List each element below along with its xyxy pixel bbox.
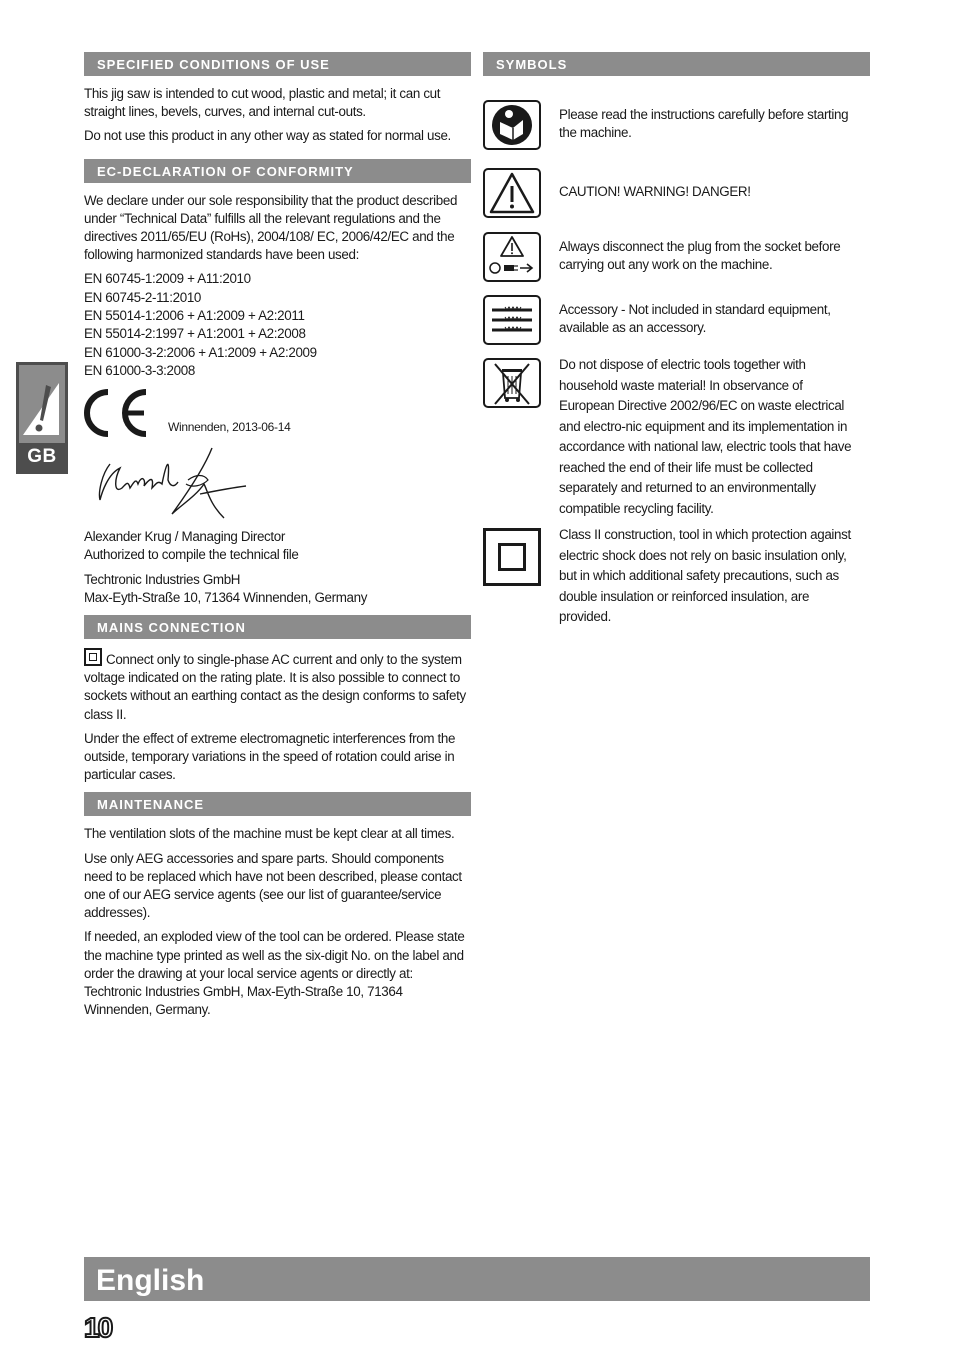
- symbol-description: Always disconnect the plug from the socket before carrying out any work on the machine.: [559, 239, 841, 273]
- section-heading-symbols: SYMBOLS: [483, 52, 870, 76]
- maintenance-text: Use only AEG accessories and spare parts. Should components need to be replaced which have not been described, please contact one of our AEG service agents (see our list of guarantee/service addresses).: [84, 850, 462, 921]
- weee-bin-icon: [483, 358, 541, 408]
- language-footer-bar: English: [84, 1257, 870, 1301]
- disconnect-plug-icon: [483, 232, 541, 282]
- symbol-description: Do not dispose of electric tools together with household waste material! In observance of European Directive 2002/96/EC on waste electrical and electro-nic equipment and its implementation in accordance with national law, electric tools that have reached the end of their life must be collected separately and returned to an environmentally compatible recycling facility.: [559, 357, 852, 516]
- read-manual-icon: [483, 100, 541, 150]
- specified-use-text: Do not use this product in any other way as stated for normal use.: [84, 128, 451, 144]
- maintenance-text: The ventilation slots of the machine must be kept clear at all times.: [84, 826, 455, 842]
- right-column: [483, 52, 870, 624]
- section-heading-specified-use: SPECIFIED CONDITIONS OF USE: [84, 52, 471, 76]
- standard-item: EN 61000-3-2:2006 + A1:2009 + A2:2009: [84, 344, 317, 360]
- symbol-description: Accessory - Not included in standard equipment, available as an accessory.: [559, 302, 831, 336]
- warning-triangle-icon: [483, 168, 541, 218]
- signature-image: [92, 444, 252, 528]
- symbol-description: Please read the instructions carefully before starting the machine.: [559, 107, 849, 141]
- standards-list: [84, 270, 471, 380]
- language-tab: [16, 362, 68, 474]
- standard-item: EN 60745-2-11:2010: [84, 289, 202, 305]
- symbol-description: Class II construction, tool in which protection against electric shock does not rely on basic insulation only, but in which additional safety precautions, such as double insulation or reinforced insulation, are provided.: [559, 527, 851, 624]
- page-number: 10: [84, 1312, 112, 1343]
- left-column: [84, 52, 471, 1019]
- company-address: Max-Eyth-Straße 10, 71364 Winnenden, Germany: [84, 589, 368, 605]
- company-name: Techtronic Industries GmbH: [84, 571, 241, 587]
- signatory-role: Authorized to compile the technical file: [84, 547, 299, 563]
- place-date: Winnenden, 2013-06-14: [168, 420, 291, 435]
- accessory-blades-icon: [483, 295, 541, 345]
- declaration-text: We declare under our sole responsibility that the product described under “Technical Data” fulfills all the relevant regulations and the directives 2011/65/EU (RoHs), 2004/108/ EC, 2006/42/EC and the following harmonized standards have been used:: [84, 192, 458, 263]
- class-ii-icon: [84, 648, 102, 666]
- standard-item: EN 55014-1:2006 + A1:2009 + A2:2011: [84, 308, 305, 324]
- language-code: GB: [27, 446, 57, 467]
- mains-text: Under the effect of extreme electromagnetic interferences from the outside, temporary variations in the speed of rotation could arise in particular cases.: [84, 730, 456, 783]
- mains-text: Connect only to single-phase AC current and only to the system voltage indicated on the rating plate. It is also possible to connect to sockets without an earthing contact as the design conforms to safety class II.: [84, 648, 471, 724]
- specified-use-text: This jig saw is intended to cut wood, plastic and metal; it can cut straight lines, bevels, curves, and internal cut-outs.: [84, 86, 441, 120]
- section-heading-mains: MAINS CONNECTION: [84, 615, 471, 639]
- standard-item: EN 61000-3-3:2008: [84, 362, 195, 378]
- standard-item: EN 60745-1:2009 + A11:2010: [84, 271, 251, 287]
- section-heading-ec-declaration: EC-DECLARATION OF CONFORMITY: [84, 159, 471, 183]
- signatory-name: Alexander Krug / Managing Director: [84, 529, 285, 545]
- section-heading-maintenance: MAINTENANCE: [84, 792, 471, 816]
- class-ii-icon: [483, 528, 541, 586]
- standard-item: EN 55014-2:1997 + A1:2001 + A2:2008: [84, 326, 306, 342]
- warning-exclamation-icon: [19, 365, 65, 443]
- maintenance-text: If needed, an exploded view of the tool can be ordered. Please state the machine type printed as well as the six-digit No. on the label and order the drawing at your local service agents or directly at: Techtronic Industries GmbH, Max-Eyth-Straße 10, 71364 Winnenden, Germany.: [84, 929, 465, 1018]
- ce-mark-icon: [84, 388, 150, 438]
- symbol-description: CAUTION! WARNING! DANGER!: [559, 184, 751, 199]
